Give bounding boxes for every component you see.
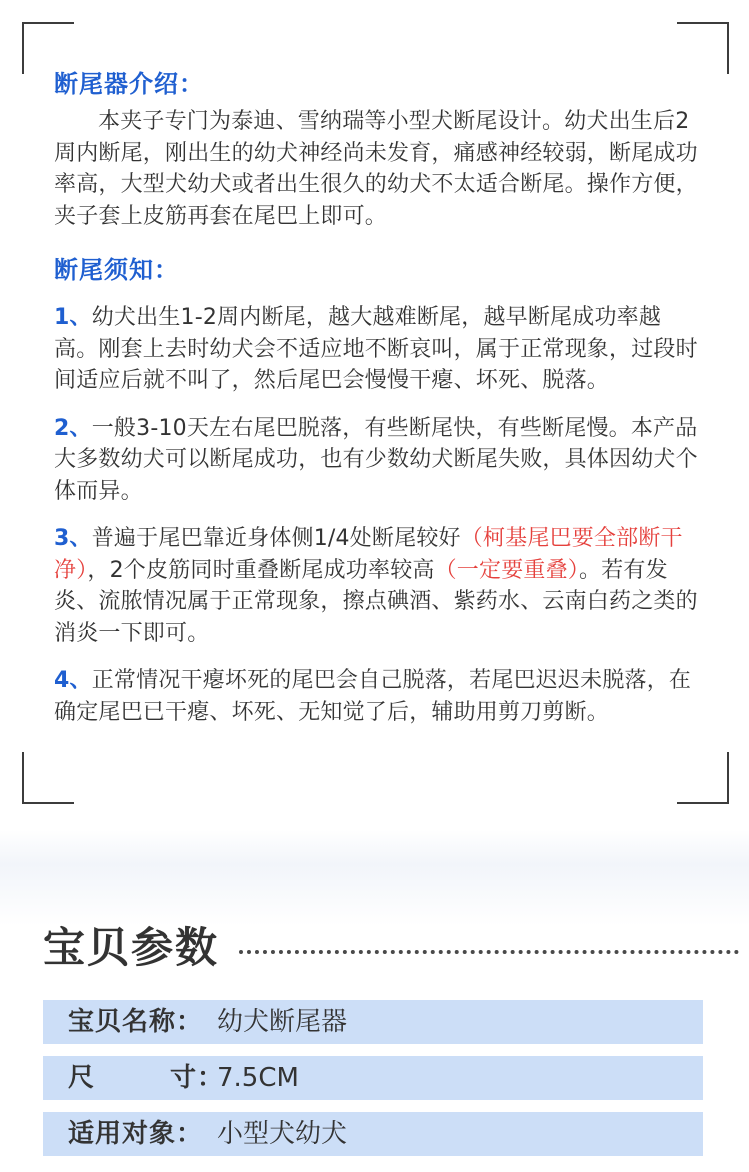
param-label-part: 尺 bbox=[68, 1063, 96, 1093]
notice-item-number: 2、 bbox=[54, 415, 92, 441]
notice-item-text: 普遍于尾巴靠近身体侧1/4处断尾较好 bbox=[91, 526, 461, 551]
notice-item-2 bbox=[54, 413, 704, 508]
notice-item-text: 幼犬出生1-2周内断尾，越大越难断尾，越早断尾成功率越高。刚套上去时幼犬会不适应地不断哀叫，属于正常现象，过段时间适应后就不叫了，然后尾巴会慢慢干瘪、坏死、脱落。 bbox=[54, 305, 698, 393]
param-label: 适用对象： bbox=[68, 1119, 204, 1149]
notice-item-number: 4、 bbox=[54, 668, 92, 693]
param-value: 幼犬断尾器 bbox=[217, 1007, 348, 1037]
notice-item-text: ，2个皮筋同时重叠断尾成功率较高 bbox=[87, 557, 435, 583]
notice-item-number: 1、 bbox=[54, 305, 92, 330]
params-title: 宝贝参数 bbox=[43, 923, 220, 972]
param-label-part: 寸： bbox=[170, 1063, 225, 1093]
notice-title: 断尾须知： bbox=[54, 256, 179, 284]
intro-title: 断尾器介绍： bbox=[54, 70, 204, 98]
param-row-size bbox=[43, 1056, 703, 1100]
notice-item-number: 3、 bbox=[54, 526, 92, 551]
notice-item-text: 正常情况干瘪坏死的尾巴会自己脱落，若尾巴迟迟未脱落，在确定尾巴已干瘪、坏死、无知觉了后，辅助用剪刀剪断。 bbox=[54, 668, 692, 725]
notice-item-text: 。若有发炎、流脓情况属于正常现象，擦点碘酒、紫药水、云南白药之类的消炎一下即可。 bbox=[54, 557, 698, 646]
notice-item-4 bbox=[54, 665, 704, 728]
notice-item-1 bbox=[54, 302, 704, 397]
description-content bbox=[54, 64, 704, 744]
corner-bracket-bottom-left bbox=[22, 752, 74, 804]
overlap-warning-text: （一定要重叠） bbox=[434, 557, 580, 583]
intro-paragraph: 本夹子专门为泰迪、雪纳瑞等小型犬断尾设计。幼犬出生后2周内断尾，刚出生的幼犬神经尚未发育，痛感神经较弱，断尾成功率高，大型犬幼犬或者出生很久的幼犬不太适合断尾。操作方便，夹子套上皮筋再套在尾巴上即可。 bbox=[54, 109, 698, 229]
params-header bbox=[43, 920, 703, 976]
notice-item-text: 一般3-10天左右尾巴脱落，有些断尾快，有些断尾慢。本产品大多数幼犬可以断尾成功，也有少数幼犬断尾失败，具体因幼犬个体而异。 bbox=[54, 415, 698, 504]
corgi-warning-text: （柯基尾巴要全部断干净） bbox=[54, 526, 683, 583]
param-value: 7.5CM bbox=[217, 1063, 299, 1093]
param-value: 小型犬幼犬 bbox=[217, 1119, 348, 1149]
corner-bracket-bottom-right bbox=[677, 752, 729, 804]
notice-item-3 bbox=[54, 523, 704, 649]
param-row-name bbox=[43, 1000, 703, 1044]
param-label bbox=[68, 1056, 224, 1100]
param-label: 宝贝名称： bbox=[68, 1007, 204, 1037]
dotted-divider bbox=[239, 950, 739, 954]
param-row-target bbox=[43, 1112, 703, 1156]
